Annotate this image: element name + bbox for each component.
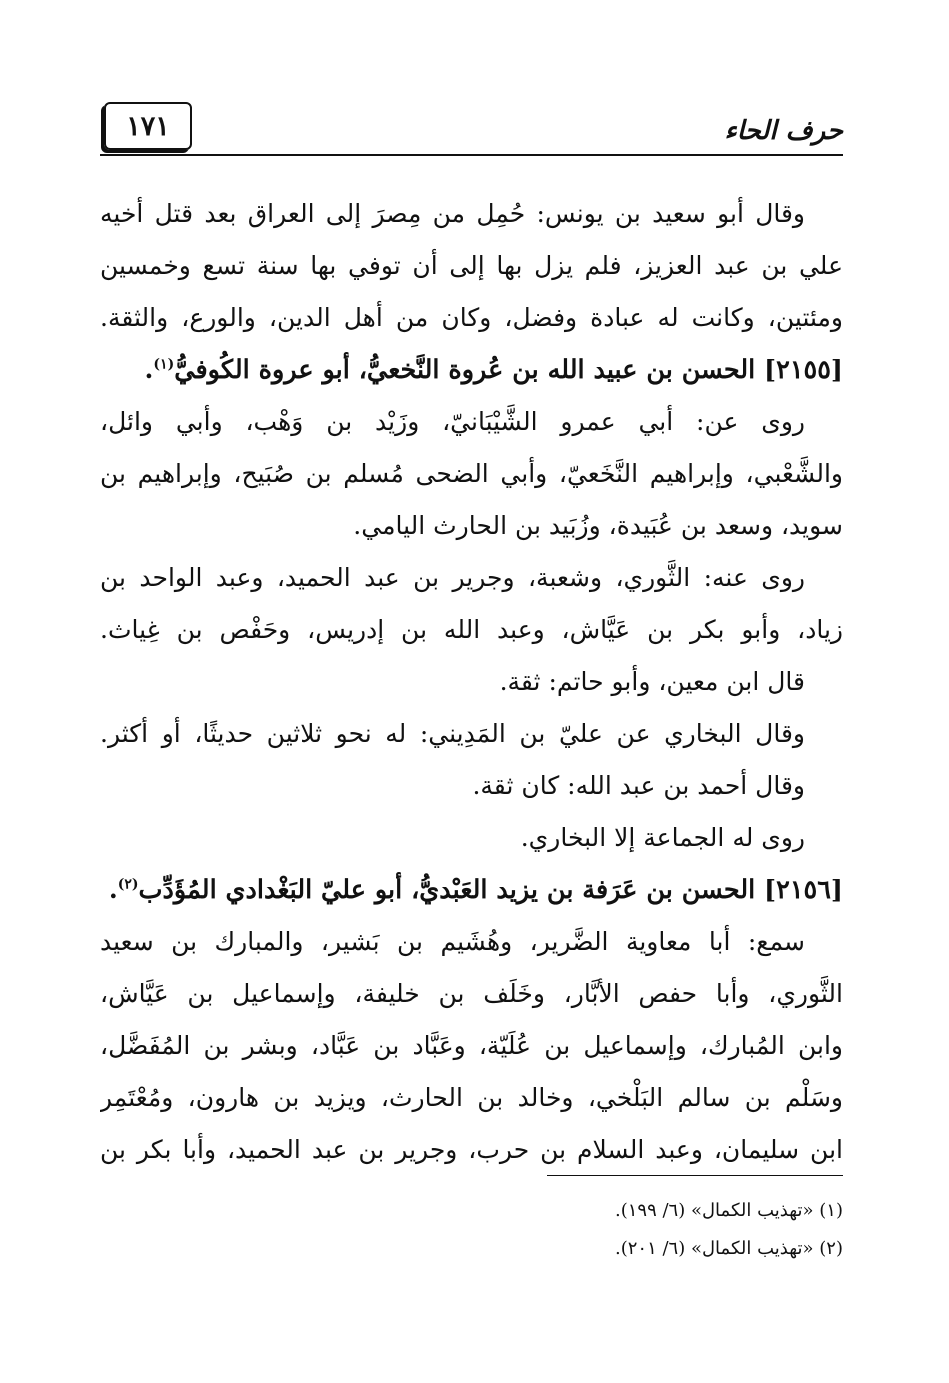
line-text: وابن المُبارك، وإسماعيل بن عُلَيّة، وعَبَّاد بن عَبَّاد، وبشر بن المُفَضَّل، <box>100 1031 843 1060</box>
line-text: علي بن عبد العزيز، فلم يزل بها إلى أن توفي بها سنة تسع وخمسين <box>100 251 843 280</box>
text-line <box>100 1124 843 1176</box>
line-text: سويد، وسعد بن عُبَيدة، وزُبَيد بن الحارث اليامي. <box>353 511 843 540</box>
text-line <box>100 760 843 812</box>
text-line <box>100 188 843 240</box>
line-text: [٢١٥٥] الحسن بن عبيد الله بن عُروة النَّخعيُّ، أبو عروة الكُوفيُّ <box>174 355 843 385</box>
footnote-divider <box>547 1175 843 1176</box>
page-number <box>104 102 192 150</box>
line-text: وقال البخاري عن عليّ بن المَدِيني: له نحو ثلاثين حديثًا، أو أكثر. <box>100 719 805 748</box>
line-text: ومئتين، وكانت له عبادة وفضل، وكان من أهل الدين، والورع، والثقة. <box>100 303 843 332</box>
text-line <box>100 500 843 552</box>
footnote-item: (١) «تهذيب الكمال» (٦/ ١٩٩). <box>614 1200 843 1221</box>
line-text: وقال أبو سعيد بن يونس: حُمِل من مِصرَ إلى العراق بعد قتل أخيه <box>100 199 805 228</box>
text-line <box>100 1020 843 1072</box>
text-line <box>100 968 843 1020</box>
line-text: [٢١٥٦] الحسن بن عَرَفة بن يزيد العَبْديُّ، أبو عليّ البَغْدادي المُؤَدِّب <box>138 875 843 905</box>
entry-heading <box>100 864 843 916</box>
page-header <box>100 98 843 156</box>
footnote-marker: (٢) <box>117 876 139 893</box>
line-text: سمع: أبا معاوية الضَّرير، وهُشَيم بن بَشير، والمبارك بن سعيد <box>100 927 805 956</box>
text-line <box>100 708 843 760</box>
footnote-item: (٢) «تهذيب الكمال» (٦/ ٢٠١). <box>614 1238 843 1259</box>
page-number-text: ١٧١ <box>126 110 170 142</box>
line-text: روى عن: أبي عمرو الشَّيْبَانيّ، وزَيْد بن وَهْب، وأبي وائل، <box>100 407 805 436</box>
line-text: زياد، وأبو بكر بن عَيَّاش، وعبد الله بن إدريس، وحَفْص بن غِياث. <box>100 615 843 644</box>
text-line <box>100 240 843 292</box>
line-text: روى له الجماعة إلا البخاري. <box>520 823 805 852</box>
text-line <box>100 604 843 656</box>
text-line <box>100 916 843 968</box>
heading-period: . <box>108 875 118 905</box>
heading-period: . <box>144 355 154 385</box>
footnotes <box>100 1192 843 1268</box>
text-line <box>100 396 843 448</box>
main-text <box>100 188 843 1176</box>
line-text: قال ابن معين، وأبو حاتم: ثقة. <box>499 667 805 696</box>
text-line <box>100 448 843 500</box>
text-line <box>100 1072 843 1124</box>
line-text: والشَّعْبي، وإبراهيم النَّخَعيّ، وأبي الضحى مُسلم بن صُبَيح، وإبراهيم بن <box>100 459 843 488</box>
entry-heading <box>100 344 843 396</box>
header-divider <box>100 154 843 156</box>
text-line <box>100 292 843 344</box>
line-text: روى عنه: الثَّوري، وشعبة، وجرير بن عبد الحميد، وعبد الواحد بن <box>100 563 805 592</box>
line-text: وقال أحمد بن عبد الله: كان ثقة. <box>472 771 805 800</box>
text-line <box>100 552 843 604</box>
line-text: وسَلْم بن سالم البَلْخي، وخالد بن الحارث، ويزيد بن هارون، ومُعْتَمِر <box>100 1083 843 1112</box>
chapter-title: حرف الحاء <box>724 116 843 146</box>
line-text: الثَّوري، وأبا حفص الأبَّار، وخَلَف بن خليفة، وإسماعيل بن عَيَّاش، <box>100 979 843 1008</box>
text-line <box>100 656 843 708</box>
text-line <box>100 812 843 864</box>
footnote-marker: (١) <box>153 356 175 373</box>
line-text: ابن سليمان، وعبد السلام بن حرب، وجرير بن عبد الحميد، وأبا بكر بن <box>100 1135 843 1164</box>
